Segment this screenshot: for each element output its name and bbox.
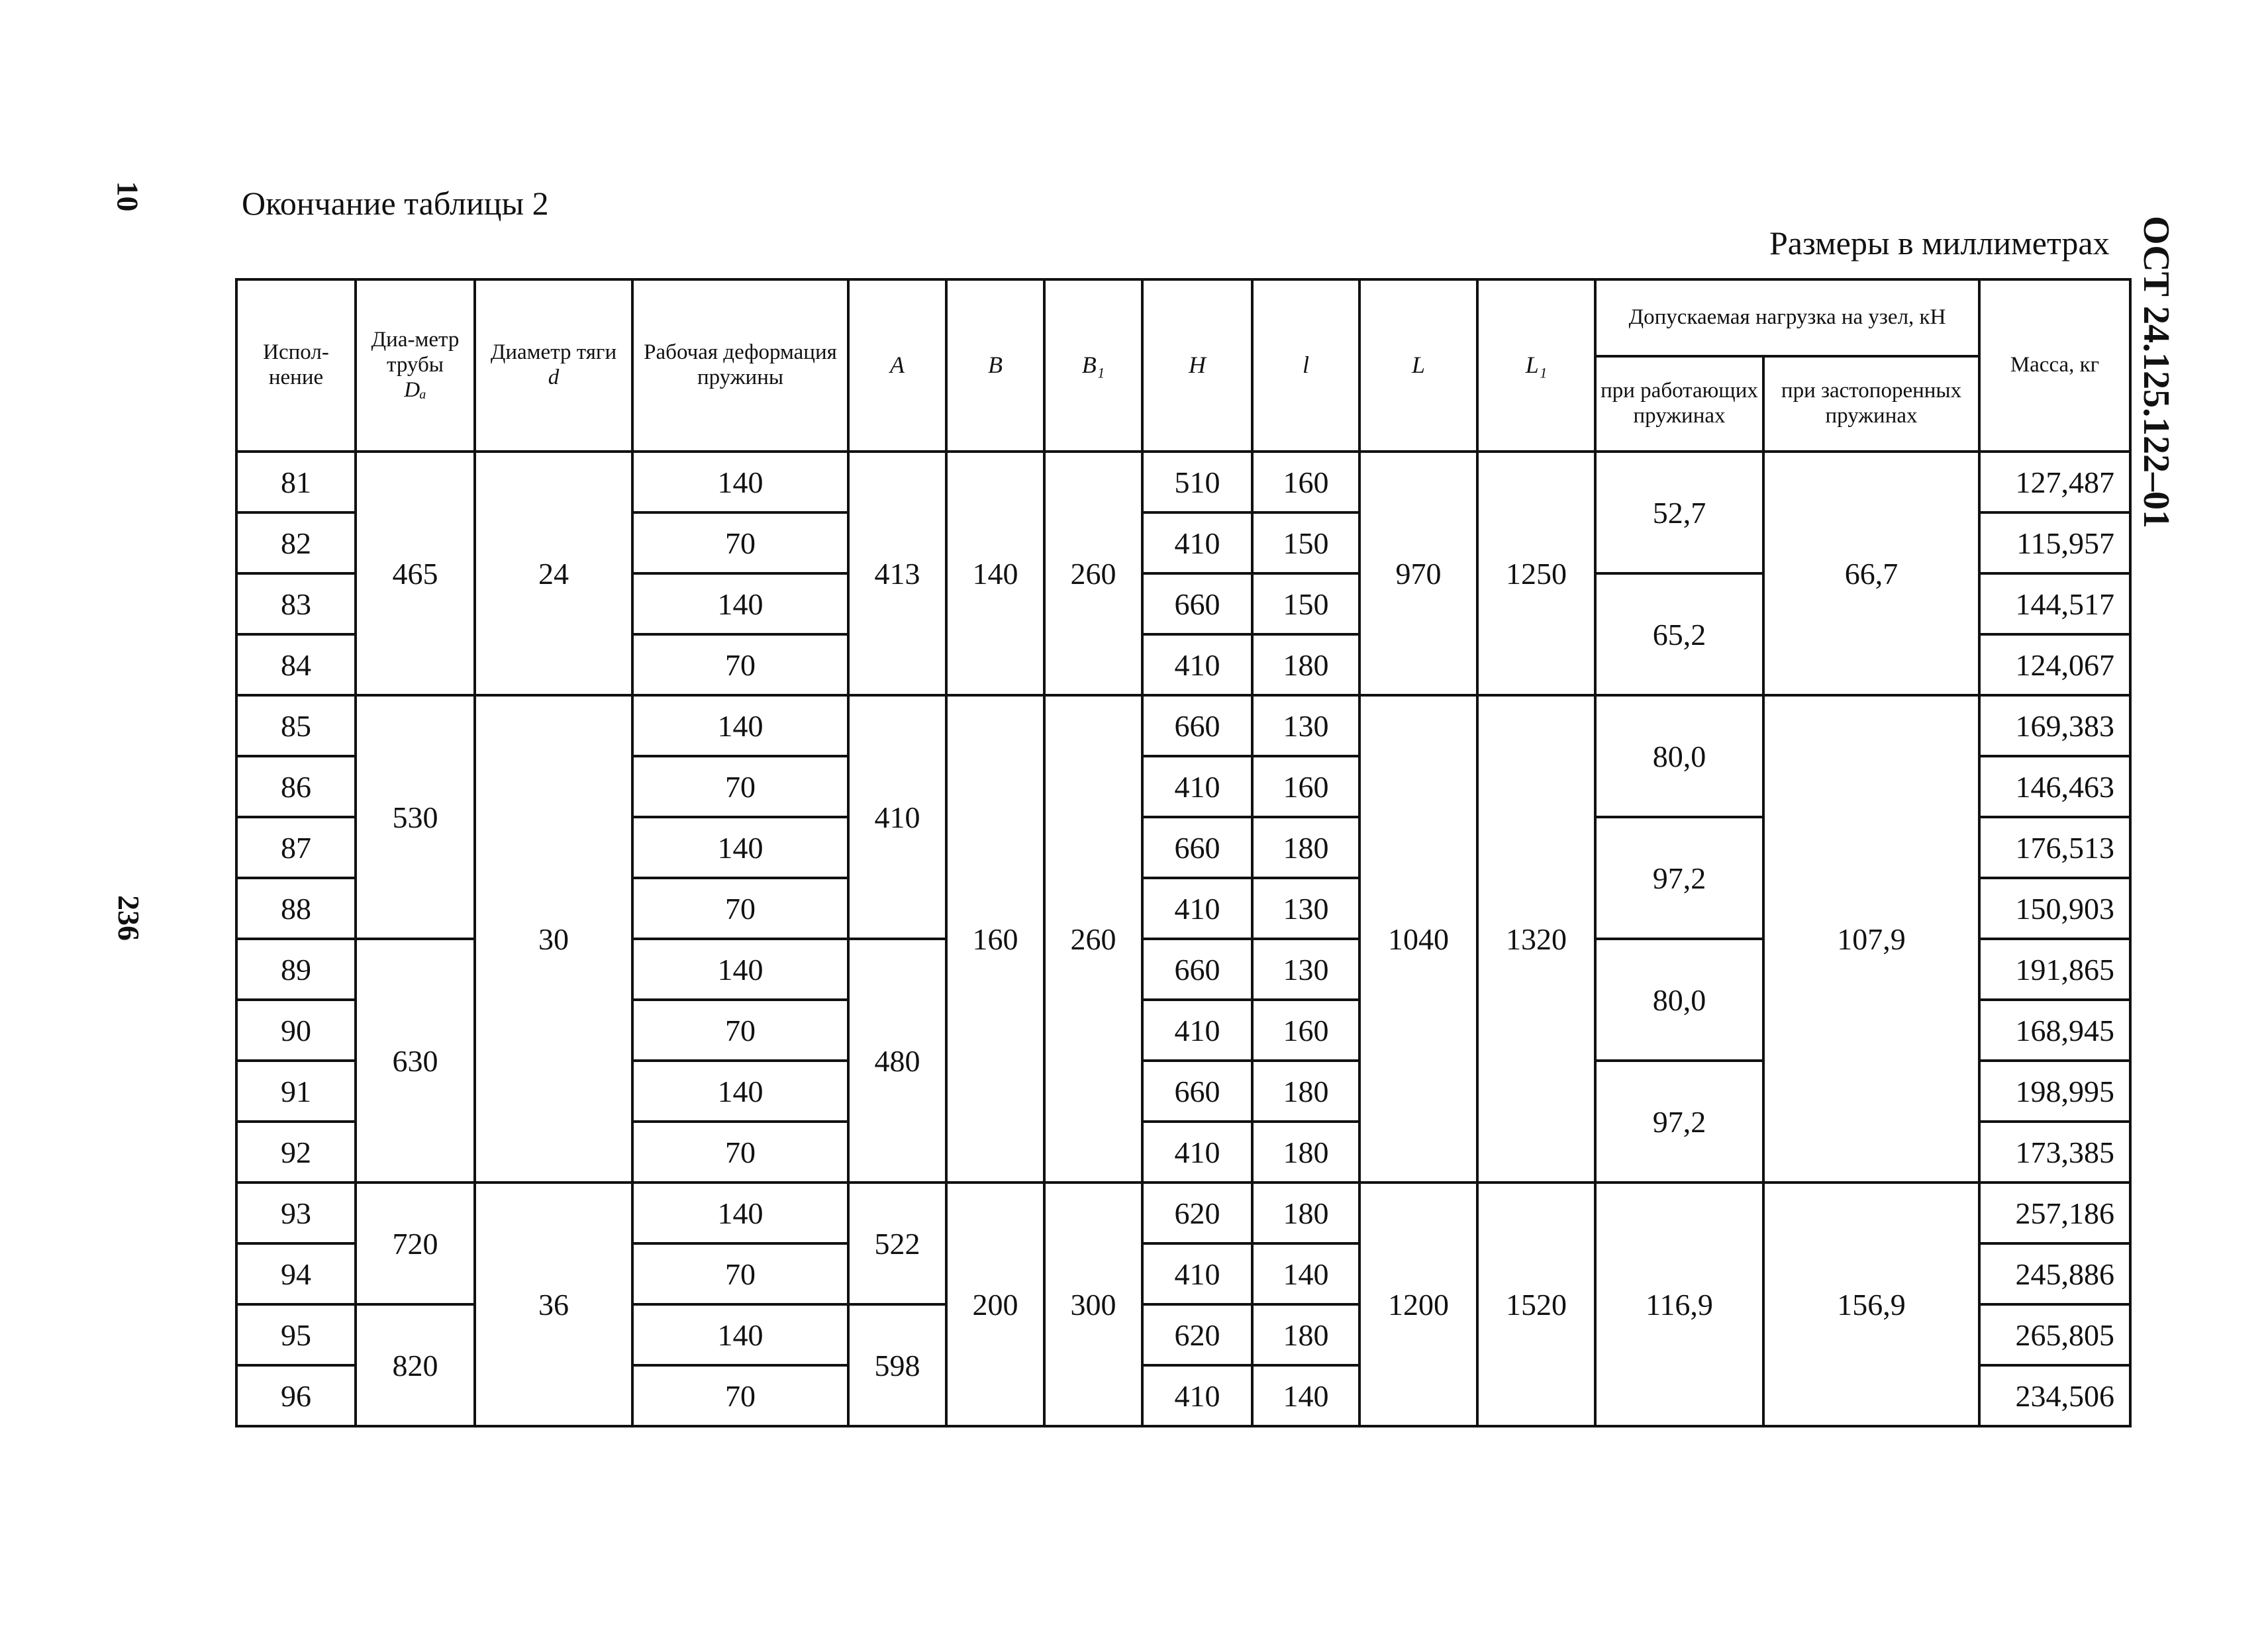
cell-l: 140 <box>1252 1243 1359 1304</box>
cell-deformation: 140 <box>632 1183 848 1243</box>
cell-mass: 127,487 <box>1979 452 2130 512</box>
cell-variant: 92 <box>236 1122 356 1183</box>
header-L1: L₁ <box>1477 279 1595 452</box>
cell-H: 410 <box>1142 634 1252 695</box>
cell-l: 180 <box>1252 1061 1359 1122</box>
cell-B1: 300 <box>1044 1183 1142 1426</box>
cell-H: 410 <box>1142 756 1252 817</box>
cell-load-working: 52,7 <box>1595 452 1763 573</box>
cell-variant: 81 <box>236 452 356 512</box>
cell-H: 620 <box>1142 1304 1252 1365</box>
cell-mass: 234,506 <box>1979 1365 2130 1426</box>
cell-B1: 260 <box>1044 695 1142 1183</box>
page-number: 10 <box>111 181 145 212</box>
header-l: l <box>1252 279 1359 452</box>
cell-variant: 83 <box>236 573 356 634</box>
cell-l: 180 <box>1252 1304 1359 1365</box>
cell-H: 410 <box>1142 1243 1252 1304</box>
header-load-working: при работающих пружинах <box>1595 356 1763 452</box>
cell-pipe-diameter: 530 <box>356 695 475 939</box>
cell-rod-diameter: 24 <box>475 452 632 695</box>
header-spring-deformation: Рабочая деформация пружины <box>632 279 848 452</box>
cell-H: 410 <box>1142 1365 1252 1426</box>
header-load-group: Допускаемая нагрузка на узел, кН <box>1595 279 1979 356</box>
cell-variant: 91 <box>236 1061 356 1122</box>
cell-mass: 245,886 <box>1979 1243 2130 1304</box>
header-L: L <box>1359 279 1477 452</box>
cell-H: 410 <box>1142 512 1252 573</box>
cell-l: 150 <box>1252 512 1359 573</box>
cell-H: 660 <box>1142 1061 1252 1122</box>
cell-mass: 168,945 <box>1979 1000 2130 1061</box>
header-H: H <box>1142 279 1252 452</box>
header-B1: B₁ <box>1044 279 1142 452</box>
header-variant: Испол-нение <box>236 279 356 452</box>
cell-l: 130 <box>1252 695 1359 756</box>
cell-load-working: 80,0 <box>1595 939 1763 1061</box>
cell-load-working: 80,0 <box>1595 695 1763 817</box>
cell-load-working: 97,2 <box>1595 1061 1763 1183</box>
header-A: A <box>848 279 946 452</box>
cell-deformation: 70 <box>632 1243 848 1304</box>
cell-H: 660 <box>1142 939 1252 1000</box>
cell-rod-diameter: 36 <box>475 1183 632 1426</box>
header-pipe-diameter-symbol: Dₐ <box>404 377 426 402</box>
cell-H: 620 <box>1142 1183 1252 1243</box>
cell-variant: 86 <box>236 756 356 817</box>
cell-variant: 84 <box>236 634 356 695</box>
cell-l: 130 <box>1252 878 1359 939</box>
cell-mass: 146,463 <box>1979 756 2130 817</box>
cell-pipe-diameter: 720 <box>356 1183 475 1304</box>
cell-mass: 176,513 <box>1979 817 2130 878</box>
cell-mass: 124,067 <box>1979 634 2130 695</box>
cell-variant: 96 <box>236 1365 356 1426</box>
cell-deformation: 70 <box>632 878 848 939</box>
cell-H: 410 <box>1142 1122 1252 1183</box>
standard-code: ОСТ 24.125.122–01 <box>2136 215 2177 529</box>
cell-H: 660 <box>1142 573 1252 634</box>
cell-deformation: 140 <box>632 1061 848 1122</box>
cell-B: 160 <box>946 695 1044 1183</box>
cell-mass: 115,957 <box>1979 512 2130 573</box>
cell-load-working: 65,2 <box>1595 573 1763 695</box>
units-note: Размеры в миллиметрах <box>1769 224 2110 262</box>
cell-deformation: 70 <box>632 512 848 573</box>
cell-H: 410 <box>1142 1000 1252 1061</box>
header-B: B <box>946 279 1044 452</box>
cell-variant: 95 <box>236 1304 356 1365</box>
cell-deformation: 140 <box>632 1304 848 1365</box>
cell-l: 140 <box>1252 1365 1359 1426</box>
cell-rod-diameter: 30 <box>475 695 632 1183</box>
dimensions-table <box>235 278 2132 1427</box>
header-pipe-diameter <box>356 279 475 452</box>
cell-mass: 198,995 <box>1979 1061 2130 1122</box>
cell-B: 140 <box>946 452 1044 695</box>
cell-variant: 88 <box>236 878 356 939</box>
table-row <box>236 452 2130 512</box>
cell-H: 660 <box>1142 695 1252 756</box>
header-load-locked: при застопоренных пружинах <box>1763 356 1979 452</box>
cell-mass: 265,805 <box>1979 1304 2130 1365</box>
cell-A: 522 <box>848 1183 946 1304</box>
header-rod-diameter-label: Диаметр тяги <box>490 340 617 365</box>
cell-l: 130 <box>1252 939 1359 1000</box>
cell-H: 510 <box>1142 452 1252 512</box>
cell-pipe-diameter: 820 <box>356 1304 475 1426</box>
cell-mass: 169,383 <box>1979 695 2130 756</box>
cell-l: 160 <box>1252 1000 1359 1061</box>
cell-mass: 257,186 <box>1979 1183 2130 1243</box>
header-rod-diameter-symbol: d <box>548 365 560 389</box>
header-mass: Масса, кг <box>1979 279 2130 452</box>
cell-deformation: 70 <box>632 1000 848 1061</box>
sheet-number: 236 <box>112 895 146 941</box>
cell-pipe-diameter: 630 <box>356 939 475 1183</box>
cell-deformation: 70 <box>632 634 848 695</box>
cell-mass: 144,517 <box>1979 573 2130 634</box>
cell-B1: 260 <box>1044 452 1142 695</box>
cell-variant: 94 <box>236 1243 356 1304</box>
cell-l: 180 <box>1252 817 1359 878</box>
cell-variant: 85 <box>236 695 356 756</box>
header-rod-diameter <box>475 279 632 452</box>
cell-A: 480 <box>848 939 946 1183</box>
cell-H: 410 <box>1142 878 1252 939</box>
table-row <box>236 695 2130 756</box>
cell-deformation: 140 <box>632 573 848 634</box>
cell-l: 150 <box>1252 573 1359 634</box>
cell-L: 1200 <box>1359 1183 1477 1426</box>
header-pipe-diameter-label: Диа-метр трубы <box>371 328 460 377</box>
cell-B: 200 <box>946 1183 1044 1426</box>
cell-l: 180 <box>1252 1183 1359 1243</box>
table-row <box>236 1183 2130 1243</box>
cell-load-locked: 66,7 <box>1763 452 1979 695</box>
cell-load-working: 97,2 <box>1595 817 1763 939</box>
cell-L1: 1250 <box>1477 452 1595 695</box>
cell-deformation: 70 <box>632 1122 848 1183</box>
cell-A: 410 <box>848 695 946 939</box>
cell-pipe-diameter: 465 <box>356 452 475 695</box>
cell-l: 180 <box>1252 1122 1359 1183</box>
cell-variant: 89 <box>236 939 356 1000</box>
cell-mass: 173,385 <box>1979 1122 2130 1183</box>
cell-variant: 87 <box>236 817 356 878</box>
cell-deformation: 140 <box>632 452 848 512</box>
cell-deformation: 140 <box>632 939 848 1000</box>
cell-deformation: 140 <box>632 695 848 756</box>
cell-variant: 90 <box>236 1000 356 1061</box>
cell-deformation: 70 <box>632 1365 848 1426</box>
cell-deformation: 140 <box>632 817 848 878</box>
cell-mass: 191,865 <box>1979 939 2130 1000</box>
table-caption: Окончание таблицы 2 <box>242 185 549 222</box>
cell-L: 970 <box>1359 452 1477 695</box>
cell-H: 660 <box>1142 817 1252 878</box>
cell-l: 160 <box>1252 452 1359 512</box>
cell-L1: 1320 <box>1477 695 1595 1183</box>
cell-variant: 82 <box>236 512 356 573</box>
cell-L: 1040 <box>1359 695 1477 1183</box>
cell-l: 160 <box>1252 756 1359 817</box>
cell-deformation: 70 <box>632 756 848 817</box>
cell-l: 180 <box>1252 634 1359 695</box>
cell-A: 598 <box>848 1304 946 1426</box>
cell-load-locked: 156,9 <box>1763 1183 1979 1426</box>
cell-load-working: 116,9 <box>1595 1183 1763 1426</box>
cell-L1: 1520 <box>1477 1183 1595 1426</box>
cell-load-locked: 107,9 <box>1763 695 1979 1183</box>
cell-A: 413 <box>848 452 946 695</box>
cell-variant: 93 <box>236 1183 356 1243</box>
cell-mass: 150,903 <box>1979 878 2130 939</box>
